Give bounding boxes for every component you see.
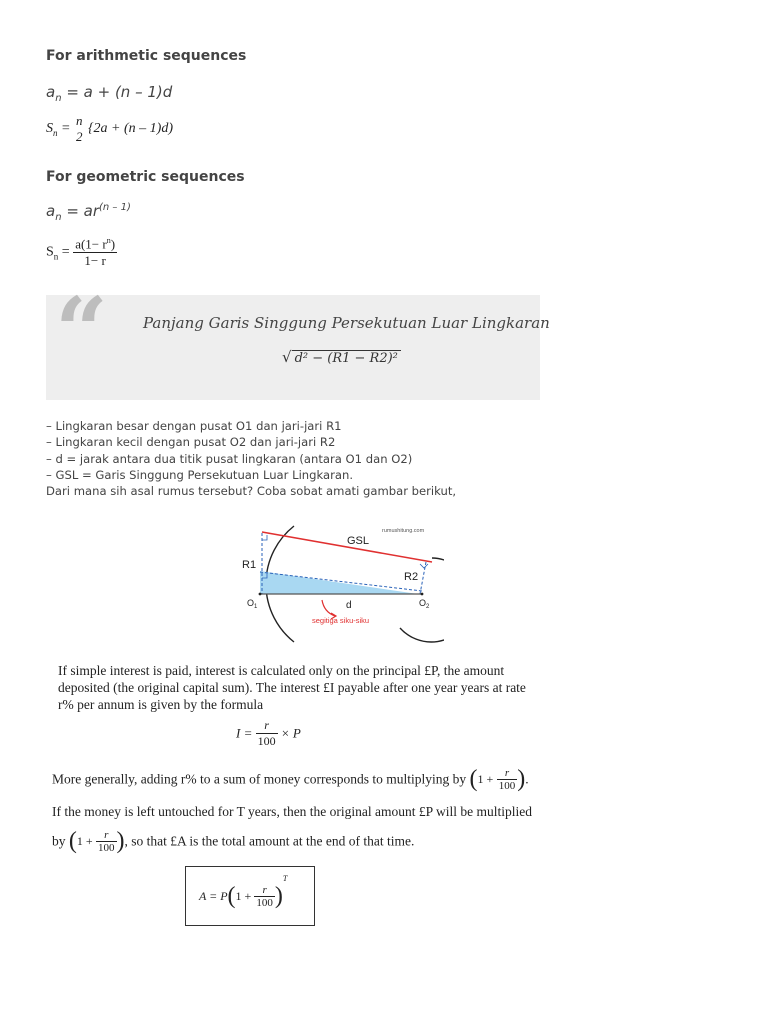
quote-title: Panjang Garis Singgung Persekutuan Luar Lingkaran — [143, 314, 550, 332]
numerator-text: a(1− r — [75, 236, 107, 252]
o2-label: $O_2$ — [419, 598, 430, 610]
list-item: – Lingkaran besar dengan pusat O1 dan jari-jari R1 — [46, 419, 342, 433]
by-text: by — [52, 833, 66, 849]
right-triangle-area — [260, 571, 418, 594]
list-item: Dari mana sih asal rumus tersebut? Coba sobat amati gambar berikut, — [46, 484, 457, 499]
tangent-length-formula — [282, 348, 401, 366]
numerator-close: ) — [110, 236, 116, 252]
formula-lhs: I = — [236, 725, 253, 741]
geometric-sum-formula — [46, 236, 117, 269]
list-item: – GSL = Garis Singgung Persekutuan Luar Lingkaran. — [46, 467, 354, 482]
geometric-nth-term-formula — [46, 202, 131, 223]
fraction-numerator: n — [75, 113, 83, 128]
arithmetic-sum-formula — [46, 113, 173, 145]
quote-mark-icon: “ — [55, 277, 108, 385]
period: . — [525, 771, 529, 787]
d-label: d — [346, 600, 352, 611]
triangle-label: segitiga siku-siku — [312, 616, 370, 625]
open-paren-icon: ( — [469, 766, 478, 792]
sn-rhs: {2a + (n – 1)d) — [87, 121, 173, 136]
paragraph-line: deposited (the original capital sum). The interest £I payable after one year years at rate — [58, 680, 526, 695]
list-item: – d = jarak antara dua titik pusat lingkaran (antara O1 dan O2) — [46, 451, 413, 466]
r-over-100-fraction — [254, 884, 275, 909]
sn-equals: = — [57, 121, 71, 136]
paragraph-line: If simple interest is paid, interest is calculated only on the principal £P, the amount — [58, 663, 505, 678]
arithmetic-nth-term-formula — [46, 83, 172, 104]
compound-paragraph-line1 — [52, 766, 529, 793]
fraction-denominator: 100 — [256, 896, 273, 909]
r-over-100-fraction — [256, 718, 278, 749]
definition-list — [46, 418, 456, 499]
paragraph-text: , so that £A is the total amount at the end of that time. — [124, 833, 415, 849]
sqrt-radicand: d² − (R1 − R2)² — [292, 350, 401, 366]
fraction-numerator: r — [104, 829, 109, 841]
geometric-sum-fraction — [73, 236, 117, 269]
r-over-100-fraction — [497, 767, 518, 792]
one-plus: 1 + — [477, 772, 494, 786]
sn-symbol: S — [46, 244, 54, 260]
list-item: – Lingkaran kecil dengan pusat O2 dan jari-jari R2 — [46, 435, 336, 450]
right-angle-marker — [262, 535, 267, 540]
r2-label: R2 — [404, 571, 419, 583]
sn-equals: = — [58, 244, 70, 260]
tangent-circles-diagram — [232, 520, 444, 645]
close-paren-icon: ) — [116, 828, 125, 854]
an-subscript: n — [55, 212, 62, 223]
compound-formula — [199, 874, 287, 910]
o2-center-point — [421, 593, 424, 596]
arithmetic-heading: For arithmetic sequences — [46, 48, 247, 64]
formula-rhs: × P — [280, 725, 301, 741]
sn-symbol: S — [46, 121, 53, 136]
sqrt-icon: √ — [282, 348, 292, 366]
open-paren-icon: ( — [227, 882, 236, 909]
an-subscript: n — [55, 93, 62, 104]
simple-interest-paragraph — [58, 662, 526, 713]
an-exponent: (n – 1) — [99, 202, 131, 213]
close-paren-icon: ) — [274, 882, 283, 909]
fraction-denominator: 100 — [498, 780, 516, 792]
open-paren-icon: ( — [68, 828, 77, 854]
an-rhs: = a + (n – 1)d — [61, 83, 173, 101]
right-angle-marker — [420, 564, 428, 568]
paragraph-line: r% per annum is given by the formula — [58, 697, 264, 712]
exponent-t: T — [282, 874, 288, 883]
fraction-denominator: 1− r — [73, 252, 117, 269]
fraction-denominator: 2 — [75, 129, 83, 144]
simple-interest-formula — [236, 718, 301, 749]
fraction-denominator: 100 — [257, 734, 276, 748]
one-plus: 1 + — [76, 834, 93, 848]
fraction-numerator: r — [504, 767, 510, 779]
fraction-denominator: 100 — [98, 842, 115, 854]
formula-lhs: A = P — [199, 888, 228, 903]
sn-subscript: n — [53, 251, 59, 262]
r-over-100-fraction — [96, 829, 117, 854]
o1-label: $O_1$ — [247, 598, 258, 610]
n-over-2-fraction — [74, 113, 85, 145]
an-rhs: = ar — [61, 202, 100, 220]
close-paren-icon: ) — [517, 766, 526, 792]
diagram-watermark: rumushitung.com — [382, 528, 425, 534]
fraction-numerator: r — [262, 883, 267, 896]
fraction-numerator — [73, 236, 117, 252]
paragraph-text: More generally, adding r% to a sum of money corresponds to multiplying by — [52, 771, 467, 787]
numerator-exponent: n — [106, 236, 111, 245]
gsl-label: GSL — [347, 535, 370, 547]
compound-paragraph-line3 — [52, 828, 414, 855]
an-symbol: a — [46, 202, 56, 220]
geometric-heading: For geometric sequences — [46, 169, 245, 185]
fraction-numerator: r — [264, 718, 269, 732]
sn-subscript: n — [53, 128, 58, 139]
compound-paragraph-line2: If the money is left untouched for T years, then the original amount £P will be multiplied — [52, 804, 533, 819]
one-plus: 1 + — [235, 888, 252, 903]
r1-label: R1 — [242, 559, 257, 571]
o1-center-point — [259, 593, 262, 596]
an-symbol: a — [46, 83, 56, 101]
